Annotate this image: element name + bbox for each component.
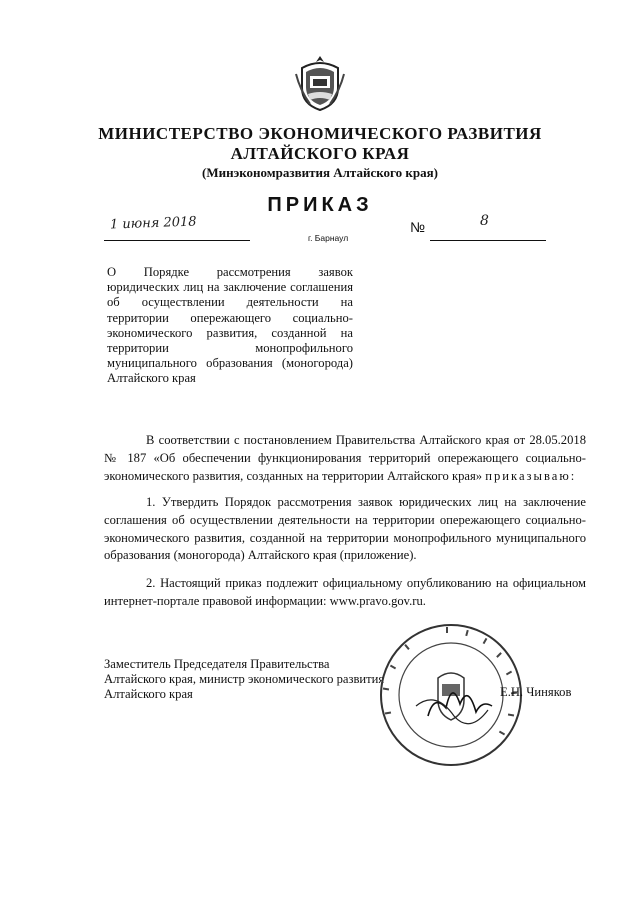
body-paragraph-1-text: В соответствии с постановлением Правительства Алтайского края от 28.05.2018 № 187 «Об обеспечении функционирования территорий опережающего социально-экономического развития, созданных на территории Алтайского края» xyxy=(104,433,586,483)
handwritten-number: 8 xyxy=(480,213,489,229)
coat-of-arms-emblem xyxy=(294,54,346,112)
signer-position: Заместитель Председателя Правительства Алтайского края, министр экономического развития Алтайского края xyxy=(104,657,385,701)
city-label: г. Барнаул xyxy=(308,233,349,243)
ministry-name-line1: МИНИСТЕРСТВО ЭКОНОМИЧЕСКОГО РАЗВИТИЯ xyxy=(98,124,542,143)
signer-name: Е.Н. Чиняков xyxy=(500,685,572,699)
body-paragraph-2: 1. Утвердить Порядок рассмотрения заявок юридических лиц на заключение соглашения об осуществлении деятельности на территории опережающего социально-экономического развития, созданной на территории монопрофильного муниципального образования (моногорода) Алтайского края (приложение). xyxy=(104,495,586,563)
handwritten-date: 1 июня 2018 xyxy=(109,214,197,233)
number-label: № xyxy=(410,219,426,235)
body-paragraph-1 xyxy=(104,432,586,485)
ministry-name-line2: АЛТАЙСКОГО КРАЯ xyxy=(230,144,410,163)
ministry-short-name: (Минэкономразвития Алтайского края) xyxy=(202,165,438,180)
order-subject: О Порядке рассмотрения заявок юридических лиц на заключение соглашения об осуществлении деятельности на территории опережающего социально-экономического развития, созданной на территории монопрофильного муниципального образования (моногорода) Алтайского края xyxy=(107,265,353,386)
order-keyword: приказываю: xyxy=(485,468,577,483)
body-paragraph-3: 2. Настоящий приказ подлежит официальному опубликованию на официальном интернет-портале правовой информации: www.pravo.gov.ru. xyxy=(104,576,586,608)
document-type-title: ПРИКАЗ xyxy=(267,194,373,216)
